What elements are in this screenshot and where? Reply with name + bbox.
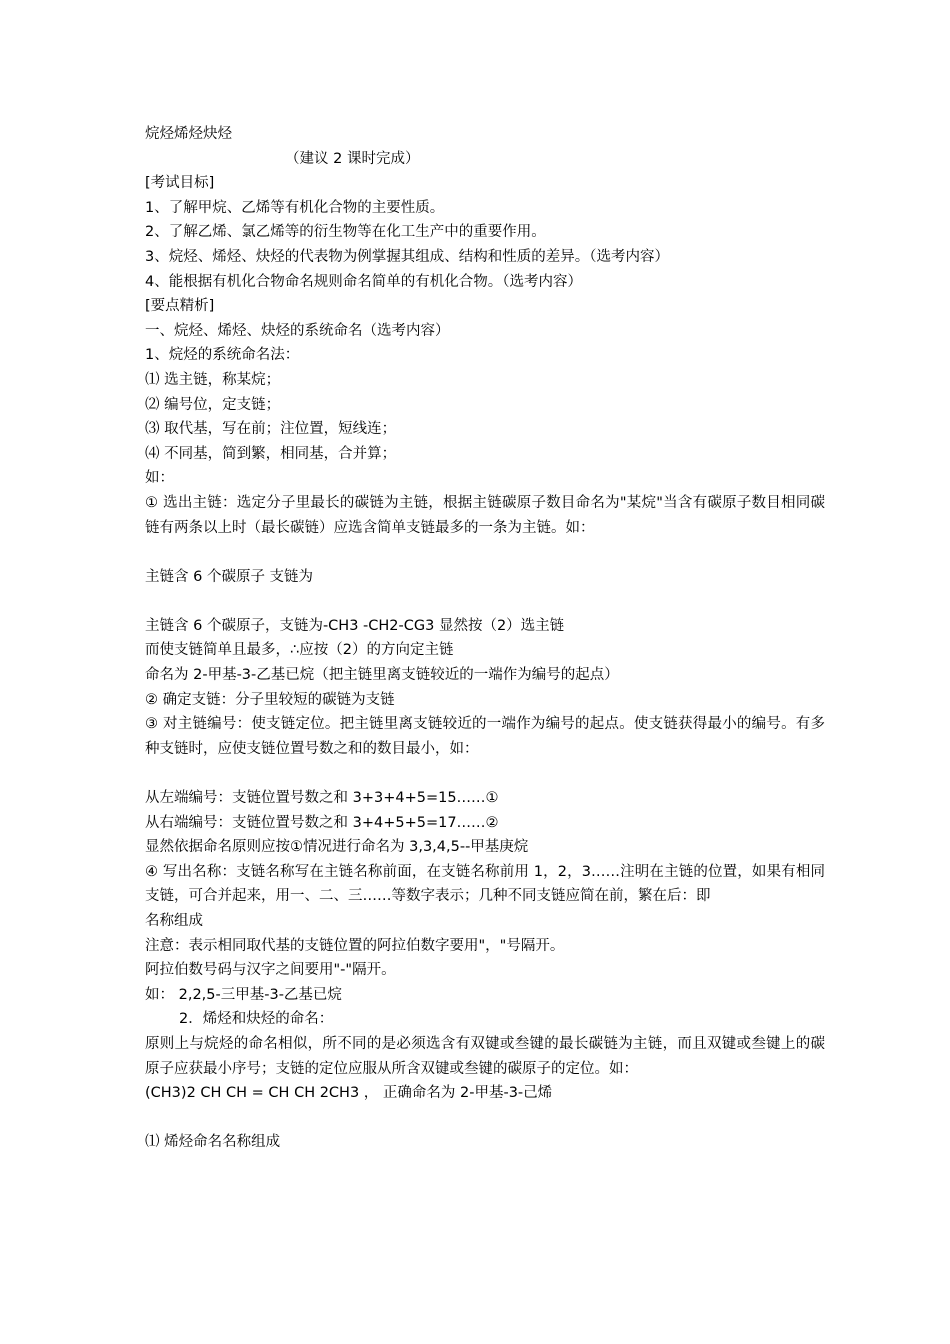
rule-2: ⑵ 编号位，定支链； — [145, 396, 281, 413]
blank-line — [145, 1106, 825, 1131]
document-subtitle: （建议 2 课时完成） — [285, 150, 420, 167]
section-heading-key-points: [要点精析] — [145, 298, 215, 315]
rule-4: ⑷ 不同基，简到繁，相同基，合并算； — [145, 445, 397, 462]
goal-3: 3、烷烃、烯烃、炔烃的代表物为例掌握其组成、结构和性质的差异。（选考内容） — [145, 248, 669, 265]
goal-1: 1、了解甲烷、乙烯等有机化合物的主要性质。 — [145, 199, 445, 216]
alkane-naming-heading: 1、烷烃的系统命名法： — [145, 347, 300, 364]
main-chain-paragraph: ① 选出主链：选定分子里最长的碳链为主链，根据主链碳原子数目命名为"某烷"当含有碳原子数目相同碳链有两条以上时（最长碳链）应选含简单支链最多的一条为主链。如： — [145, 494, 825, 536]
chain-example-line-3: 而使支链简单且最多，∴应按（2）的方向定主链 — [145, 642, 454, 659]
goal-4: 4、能根据有机化合物命名规则命名简单的有机化合物。（选考内容） — [145, 273, 582, 290]
goal-2: 2、了解乙烯、氯乙烯等的衍生物等在化工生产中的重要作用。 — [145, 224, 546, 241]
branch-rule-line: ② 确定支链：分子里较短的碳链为支链 — [145, 691, 395, 708]
example-label: 如： — [145, 470, 174, 487]
alkene-name-composition-line: ⑴ 烯烃命名名称组成 — [145, 1134, 281, 1151]
subsection-heading-naming: 一、烷烃、烯烃、炔烃的系统命名（选考内容） — [145, 322, 450, 339]
alkene-alkyne-heading: 2．烯烃和炔烃的命名： — [179, 1011, 334, 1028]
naming-result-line: 显然依据命名原则应按①情况进行命名为 3,3,4,5--甲基庚烷 — [145, 839, 529, 856]
example-name-line: 如： 2,2,5-三甲基-3-乙基已烷 — [145, 986, 342, 1003]
section-heading-exam-goals: [考试目标] — [145, 175, 215, 192]
write-name-paragraph: ④ 写出名称：支链名称写在主链名称前面，在支链名称前用 1，2，3……注明在主链的位置，如果有相同支链，可合并起来，用一、二、三……等数字表示；几种不同支链应简在前，繁在后：即 — [145, 863, 825, 905]
blank-line — [145, 540, 825, 565]
rule-3: ⑶ 取代基，写在前；注位置，短线连； — [145, 421, 397, 438]
note-line-1: 注意：表示相同取代基的支链位置的阿拉伯数字要用"，"号隔开。 — [145, 937, 565, 954]
left-numbering-line: 从左端编号：支链位置号数之和 3+3+4+5=15……① — [145, 790, 499, 807]
note-line-2: 阿拉伯数号码与汉字之间要用"-"隔开。 — [145, 962, 396, 979]
name-composition-label: 名称组成 — [145, 913, 203, 929]
document-body — [145, 122, 825, 1155]
blank-line — [145, 761, 825, 786]
rule-1: ⑴ 选主链，称某烷； — [145, 371, 281, 388]
right-numbering-line: 从右端编号：支链位置号数之和 3+4+5+5=17……② — [145, 814, 499, 831]
formula-example-line: (CH3)2 CH CH = CH CH 2CH3 ， 正确命名为 2-甲基-3-己烯 — [145, 1085, 553, 1102]
document-title: 烷烃烯烃炔烃 — [145, 126, 232, 142]
chain-example-line-2: 主链含 6 个碳原子，支链为-CH3 -CH2-CG3 显然按（2）选主链 — [145, 617, 565, 634]
chain-example-line-4: 命名为 2-甲基-3-乙基已烷（把主链里离支链较近的一端作为编号的起点） — [145, 667, 619, 684]
alkene-alkyne-paragraph: 原则上与烷烃的命名相似，所不同的是必须选含有双键或叁键的最长碳链为主链，而且双键或叁键上的碳原子应获最小序号；支链的定位应服从所含双键或叁键的碳原子的定位。如： — [145, 1035, 825, 1077]
chain-example-line-1: 主链含 6 个碳原子 支链为 — [145, 568, 314, 585]
blank-line — [145, 589, 825, 614]
numbering-paragraph: ③ 对主链编号：使支链定位。把主链里离支链较近的一端作为编号的起点。使支链获得最小的编号。有多种支链时，应使支链位置号数之和的数目最小，如： — [145, 716, 825, 757]
